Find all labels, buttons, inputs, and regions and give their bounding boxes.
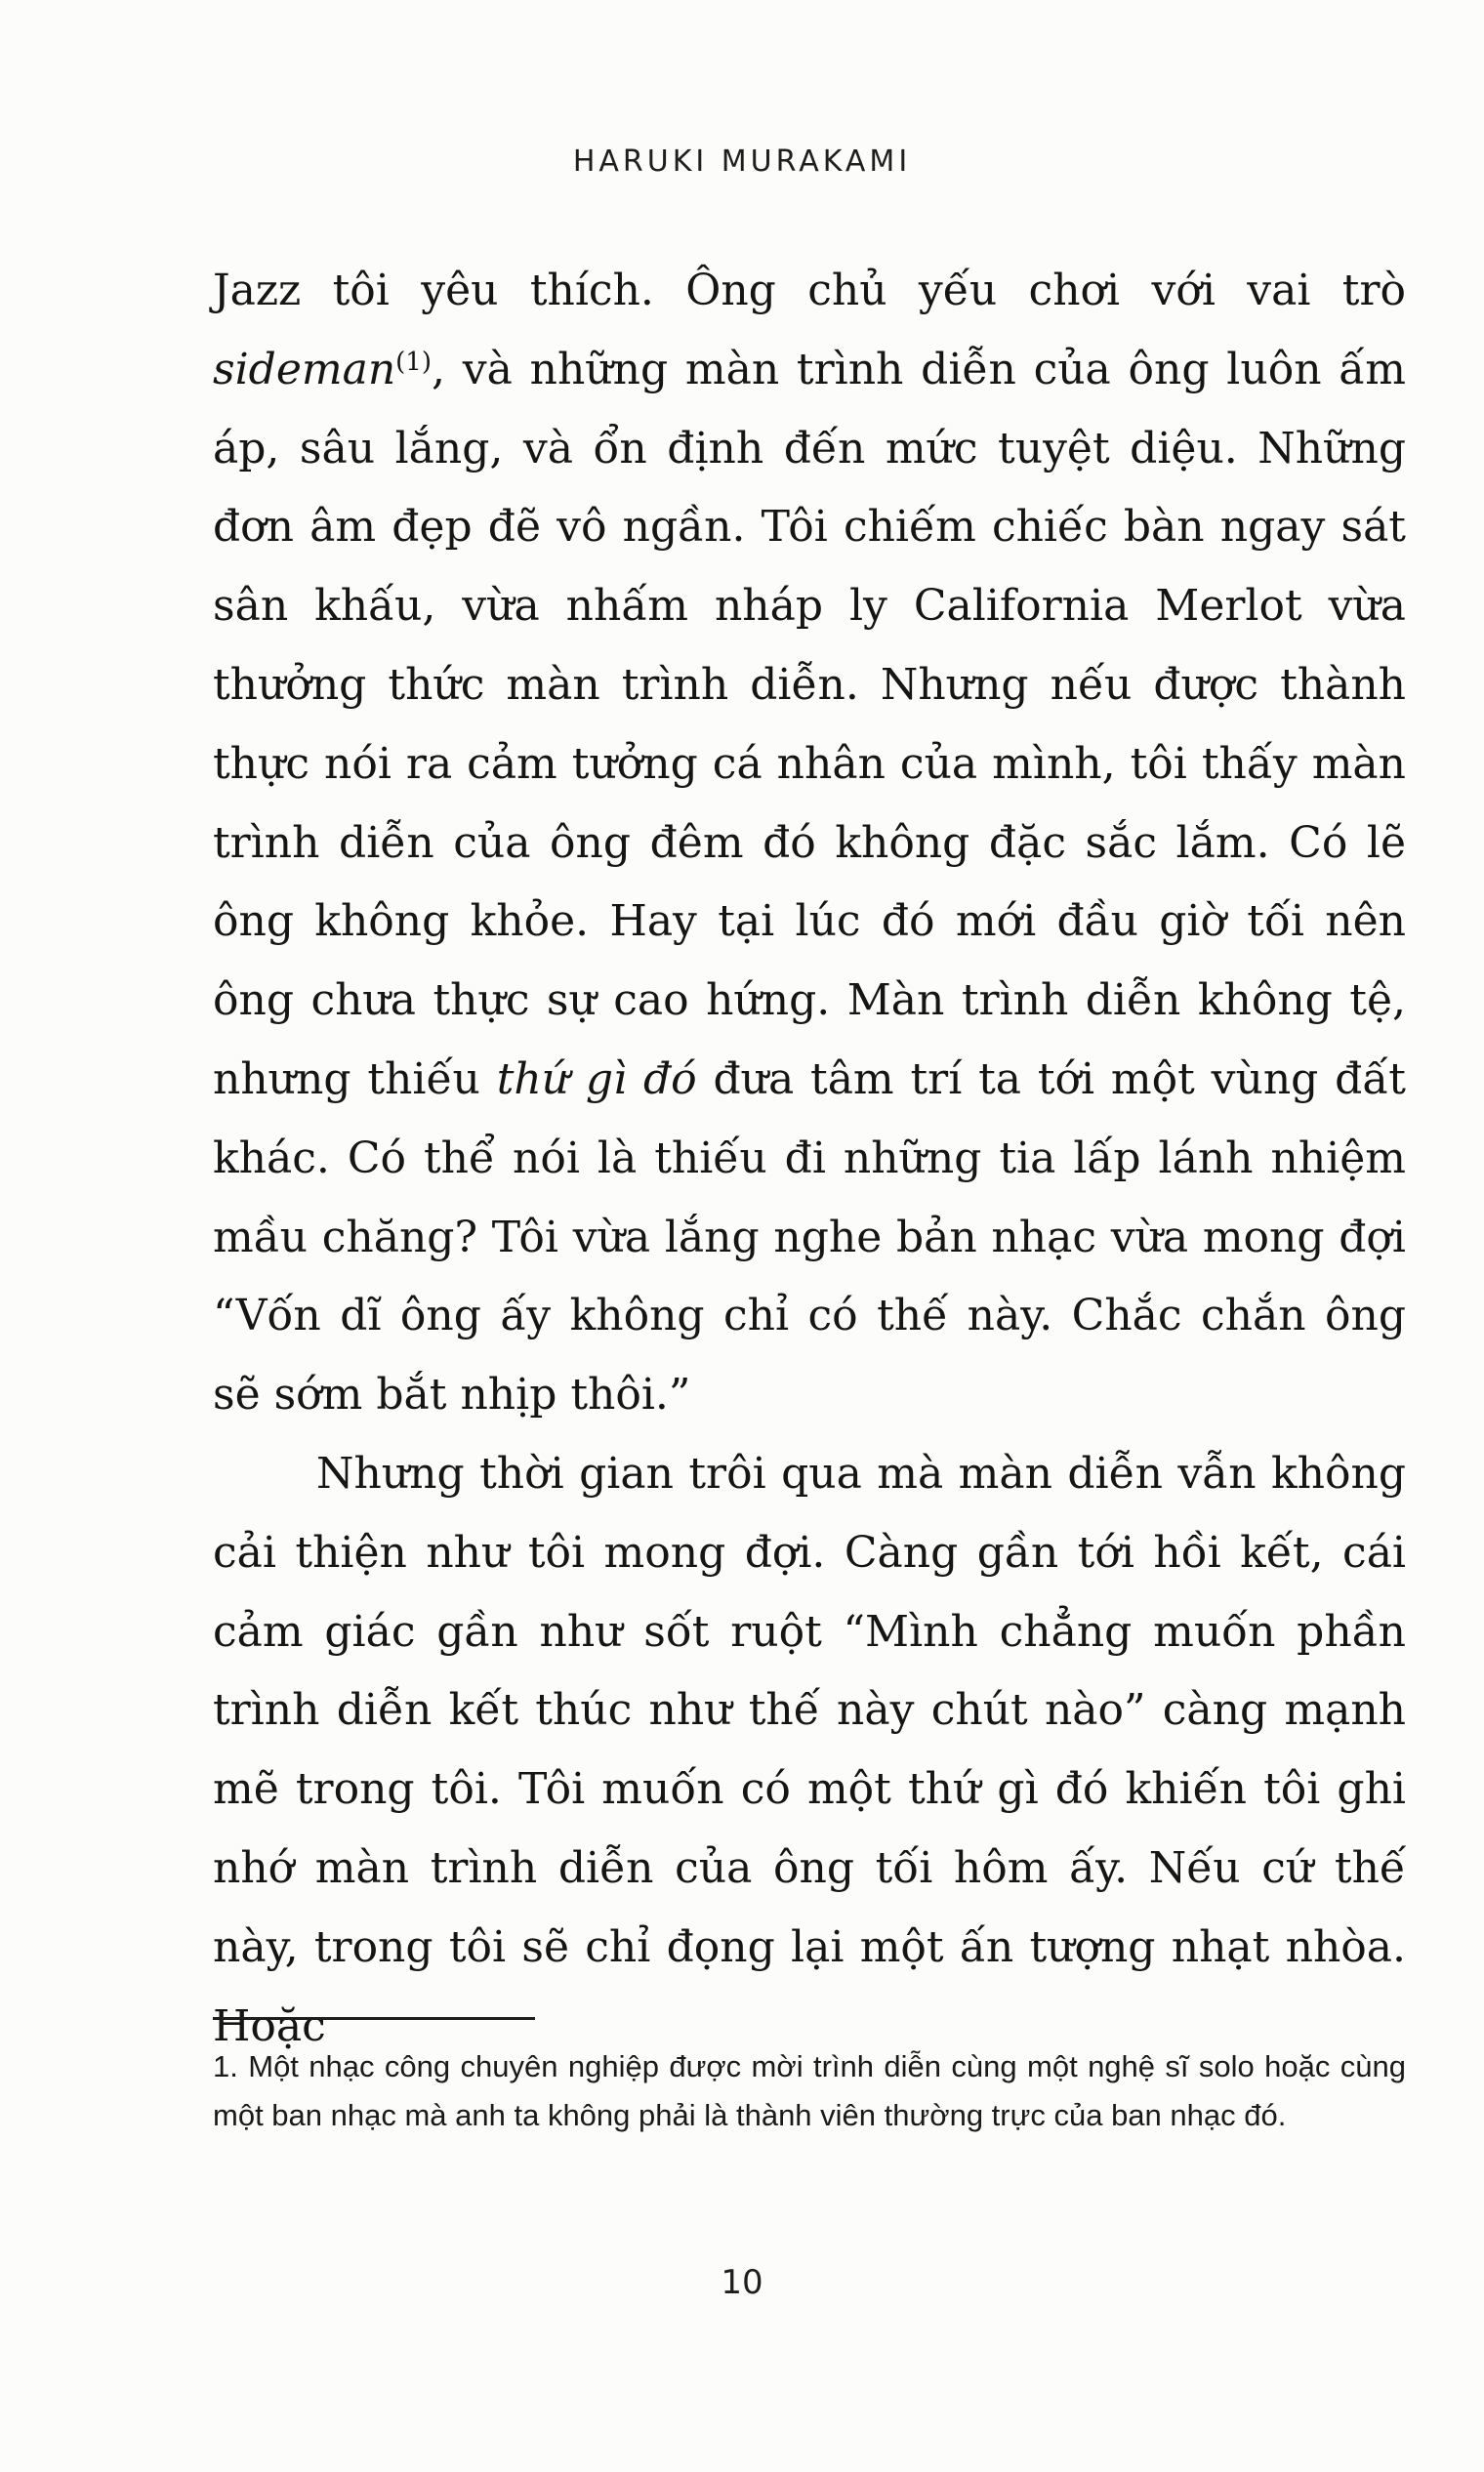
body-text — [213, 252, 1406, 2066]
page-number: 10 — [721, 2263, 763, 2302]
paragraph-1 — [213, 252, 1406, 1435]
footnote-1: 1. Một nhạc công chuyên nghiệp được mời trình diễn cùng một nghệ sĩ solo hoặc cùng một ban nhạc mà anh ta không phải là thành viên thường trực của ban nhạc đó. — [213, 2049, 1406, 2132]
paragraph-1-text-b: , và những màn trình diễn của ông luôn ấm áp, sâu lắng, và ổn định đến mức tuyệt diệu. Những đơn âm đẹp đẽ vô ngần. Tôi chiếm chiếc bàn ngay sát sân khấu, vừa nhấm nháp ly California Merlot vừa thưởng thức màn trình diễn. Nhưng nếu được thành thực nói ra cảm tưởng cá nhân của mình, tôi thấy màn trình diễn của ông đêm đó không đặc sắc lắm. Có lẽ ông không khỏe. Hay tại lúc đó mới đầu giờ tối nên ông chưa thực sự cao hứng. Màn trình diễn không tệ, nhưng thiếu — [213, 344, 1406, 1104]
emphasis-phrase: thứ gì đó — [496, 1053, 697, 1104]
paragraph-1-text-c: đưa tâm trí ta tới một vùng đất khác. Có thể nói là thiếu đi những tia lấp lánh nhiệm mầu chăng? Tôi vừa lắng nghe bản nhạc vừa mong đợi “Vốn dĩ ông ấy không chỉ có thế này. Chắc chắn ông sẽ sớm bắt nhịp thôi.” — [213, 1053, 1406, 1421]
footnote-divider — [213, 2017, 535, 2020]
running-head: HARUKI MURAKAMI — [572, 144, 912, 179]
paragraph-2: Nhưng thời gian trôi qua mà màn diễn vẫn không cải thiện như tôi mong đợi. Càng gần tới hồi kết, cái cảm giác gần như sốt ruột “Mình chẳng muốn phần trình diễn kết thúc như thế này chút nào” càng mạnh mẽ trong tôi. Tôi muốn có một thứ gì đó khiến tôi ghi nhớ màn trình diễn của ông tối hôm ấy. Nếu cứ thế này, trong tôi sẽ chỉ đọng lại một ấn tượng nhạt nhòa. Hoặc — [213, 1448, 1406, 2051]
term-sideman: sideman — [213, 344, 396, 394]
footnote-marker: (1) — [395, 347, 432, 377]
paragraph-1-text-a: Jazz tôi yêu thích. Ông chủ yếu chơi với vai trò — [213, 266, 1406, 315]
